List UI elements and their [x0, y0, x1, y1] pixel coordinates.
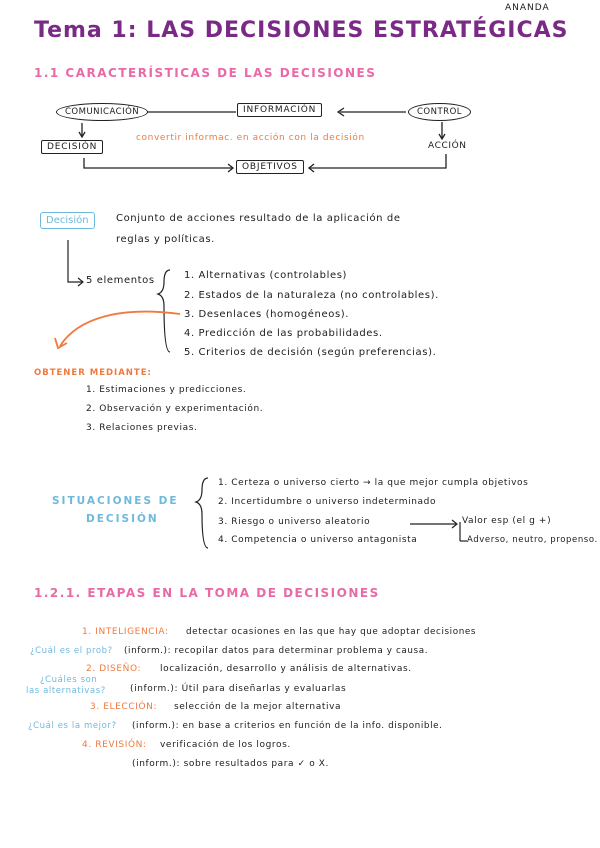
element-item: 4. Predicción de las probabilidades.	[184, 328, 383, 339]
stage-name: 2. DISEÑO:	[86, 664, 142, 674]
stage-info: (inform.): Útil para diseñarlas y evaluarlas	[130, 684, 347, 694]
node-control: CONTROL	[408, 103, 471, 121]
stage-name: 4. REVISIÓN:	[82, 740, 147, 750]
stage-question: ¿Cuál es el prob?	[30, 646, 113, 656]
competencia-note: Adverso, neutro, propenso.	[467, 535, 598, 545]
obtain-item: 2. Observación y experimentación.	[86, 404, 264, 414]
section-heading-1-2-1: 1.2.1. ETAPAS EN LA TOMA DE DECISIONES	[34, 586, 380, 600]
decision-label-box: Decisión	[40, 212, 95, 229]
element-item: 2. Estados de la naturaleza (no controlables).	[184, 290, 439, 301]
node-objetivos: OBJETIVOS	[236, 160, 304, 174]
situacion-item: 2. Incertidumbre o universo indeterminado	[218, 497, 437, 507]
stage-question: ¿Cuál es la mejor?	[28, 721, 117, 731]
decision-definition-line2: reglas y políticas.	[116, 234, 215, 245]
stage-info: (inform.): en base a criterios en función de la info. disponible.	[132, 721, 443, 731]
stage-name: 1. INTELIGENCIA:	[82, 627, 169, 637]
page-title: Tema 1: LAS DECISIONES ESTRATÉGICAS	[34, 18, 569, 43]
stage-question-line2: las alternativas?	[26, 686, 106, 696]
author-name: ANANDA	[505, 3, 550, 13]
node-accion: ACCIÓN	[428, 141, 467, 151]
situacion-item: 4. Competencia o universo antagonista	[218, 535, 418, 545]
element-item: 5. Criterios de decisión (según preferencias).	[184, 347, 437, 358]
situacion-item: 3. Riesgo o universo aleatorio	[218, 517, 371, 527]
node-decision: DECISIÓN	[41, 140, 103, 154]
obtain-item: 3. Relaciones previas.	[86, 423, 198, 433]
stage-text: detectar ocasiones en las que hay que adoptar decisiones	[186, 627, 477, 637]
situacion-item: 1. Certeza o universo cierto → la que mejor cumpla objetivos	[218, 478, 529, 488]
situaciones-label-line2: DECISIÓN	[86, 513, 159, 525]
diagram-note: convertir informac. en acción con la decisión	[136, 133, 365, 143]
decision-definition-line1: Conjunto de acciones resultado de la aplicación de	[116, 213, 401, 224]
stage-text: localización, desarrollo y análisis de alternativas.	[160, 664, 412, 674]
node-informacion: INFORMACIÓN	[237, 103, 322, 117]
situaciones-label-line1: SITUACIONES DE	[52, 495, 179, 507]
stage-text: verificación de los logros.	[160, 740, 291, 750]
section-heading-1-1: 1.1 CARACTERÍSTICAS DE LAS DECISIONES	[34, 66, 377, 80]
element-item: 3. Desenlaces (homogéneos).	[184, 309, 350, 320]
riesgo-note: Valor esp (el g +)	[462, 516, 552, 526]
stage-info: (inform.): sobre resultados para ✓ o X.	[132, 759, 330, 769]
elements-label: 5 elementos	[86, 275, 155, 286]
element-item: 1. Alternativas (controlables)	[184, 270, 348, 281]
stage-info: (inform.): recopilar datos para determinar problema y causa.	[124, 646, 429, 656]
stage-name: 3. ELECCIÓN:	[90, 702, 158, 712]
stage-question-line1: ¿Cuáles son	[40, 675, 98, 685]
obtain-label: OBTENER MEDIANTE:	[34, 368, 152, 378]
stage-text: selección de la mejor alternativa	[174, 702, 342, 712]
node-comunicacion: COMUNICACIÓN	[56, 103, 148, 121]
obtain-item: 1. Estimaciones y predicciones.	[86, 385, 247, 395]
